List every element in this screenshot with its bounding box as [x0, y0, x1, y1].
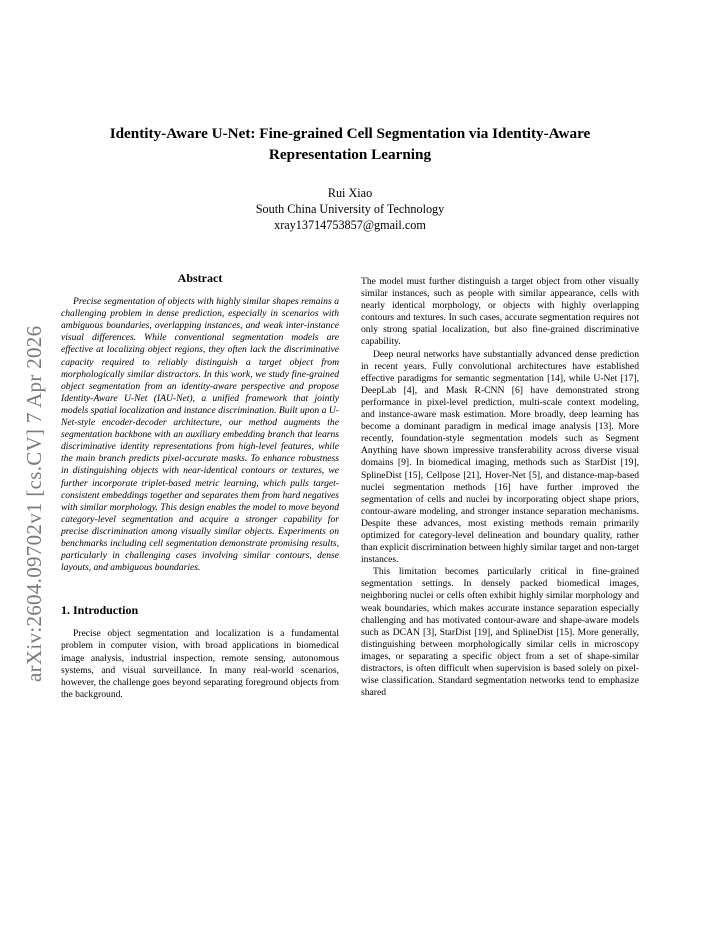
- title-line-1: Identity-Aware U-Net: Fine-grained Cell Segmentation via Identity-Aware: [109, 125, 591, 142]
- body-paragraph-3: This limitation becomes particularly critical in fine-grained segmentation settings. In densely packed biomedical images, neighboring nuclei or cells often exhibit highly similar morphology and weak boundaries, which makes accurate instance separation especially challenging and has motivated contour-aware and shape-aware models such as DCAN [3], StarDist [19], and SplineDist [15]. More generally, distinguishing between morphologically similar cells in microscopy images, or separating a specific object from a set of shape-similar distractors, is often difficult when supervision is based solely on pixel-wise classification. Standard segmentation networks tend to emphasize shared: [361, 566, 639, 699]
- author-block: [60, 185, 640, 233]
- paper-header: [60, 123, 640, 233]
- abstract-text: Precise segmentation of objects with highly similar shapes remains a challenging problem in dense prediction, especially in scenarios with ambiguous boundaries, overlapping instances, and weak inter-instance visual differences. While conventional segmentation models are effective at localizing object regions, they often lack the discriminative capacity required to reliably distinguish a target object from morphologically similar distractors. In this work, we study fine-grained object segmentation from an identity-aware perspective and propose Identity-Aware U-Net (IAU-Net), a unified framework that jointly models spatial localization and instance discrimination. Built upon a U-Net-style encoder-decoder architecture, our method augments the segmentation backbone with an auxiliary embedding branch that learns discriminative identity representations from high-level features, while the main branch predicts pixel-accurate masks. To enhance robustness in distinguishing objects with near-identical contours or textures, we further incorporate triplet-based metric learning, which pulls target-consistent embeddings together and separates them from hard negatives with similar morphology. This design enables the model to move beyond category-level segmentation and acquire a stronger capability for precise discrimination among visually similar objects. Experiments on benchmarks including cell segmentation demonstrate promising results, particularly in challenging cases involving similar contours, dense layouts, and ambiguous boundaries.: [61, 296, 339, 574]
- body-paragraph-2: Deep neural networks have substantially advanced dense prediction in recent years. Fully convolutional architectures have established effective paradigms for semantic segmentation [14], while U-Net [17], DeepLab [4], and Mask R-CNN [6] have demonstrated strong performance in pixel-level prediction, multi-scale context modeling, and instance-aware mask estimation. More broadly, deep learning has become a dominant paradigm in medical image analysis [13]. More recently, foundation-style segmentation models such as Segment Anything have shown impressive transferability across diverse visual domains [9]. In biomedical imaging, methods such as StarDist [19], SplineDist [15], Cellpose [21], Hover-Net [5], and distance-map-based nuclei segmentation methods [16] have further improved the segmentation of cells and nuclei by incorporating object shape priors, contour-aware modeling, and stronger instance separation mechanisms. Despite these advances, most existing methods remain primarily optimized for category-level delineation and boundary quality, rather than explicit discrimination between highly similar target and non-target instances.: [361, 348, 639, 566]
- paper-title: [60, 123, 640, 165]
- author-email: xray13714753857@gmail.com: [274, 218, 426, 232]
- left-column: [61, 272, 339, 701]
- author-name: Rui Xiao: [327, 186, 373, 200]
- introduction-paragraph-1: Precise object segmentation and localization is a fundamental problem in computer vision, with broad applications in biomedical image analysis, industrial inspection, remote sensing, autonomous systems, and visual surveillance. In many real-world scenarios, however, the challenge goes beyond separating foreground objects from the background.: [61, 628, 339, 700]
- introduction-heading: 1. Introduction: [61, 603, 139, 618]
- arxiv-identifier: arXiv:2604.09702v1 [cs.CV] 7 Apr 2026: [22, 325, 46, 682]
- author-affiliation: South China University of Technology: [255, 202, 445, 216]
- title-line-2: Representation Learning: [268, 146, 432, 163]
- body-paragraph-1: The model must further distinguish a target object from other visually similar instances, such as people with similar appearance, cells with nearly identical morphology, or objects with highly overlapping contours and textures. In such cases, accurate segmentation requires not only strong spatial localization, but also fine-grained discriminative capability.: [361, 276, 639, 348]
- abstract-heading: Abstract: [177, 271, 223, 285]
- right-column: [361, 276, 639, 699]
